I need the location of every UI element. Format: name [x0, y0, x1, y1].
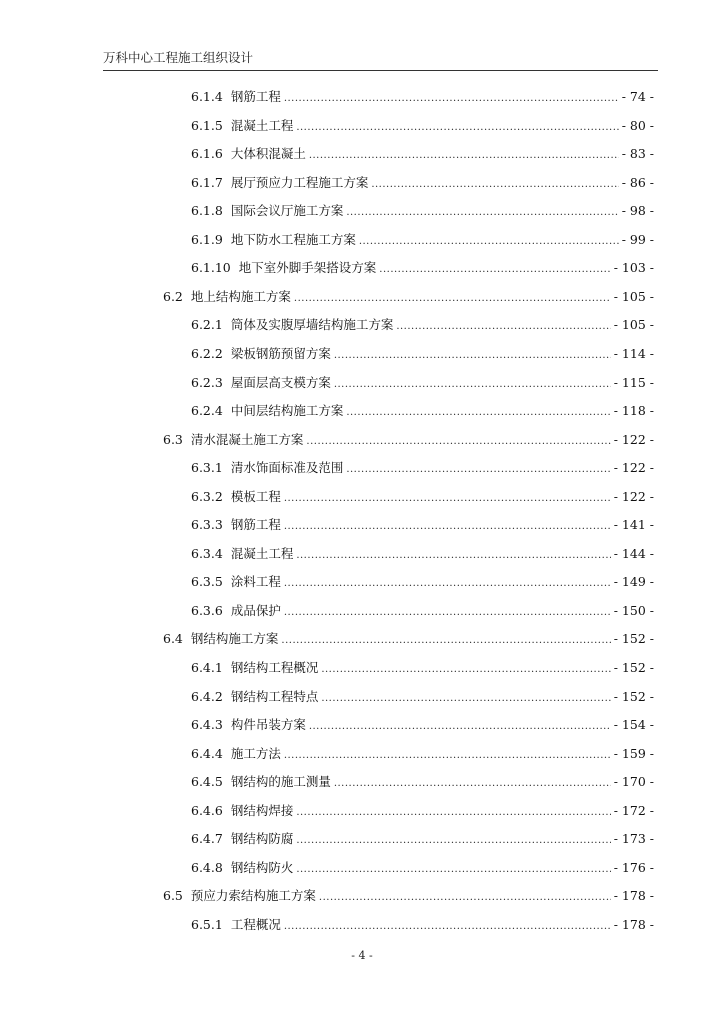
- toc-entry-title: 混凝土工程: [230, 117, 294, 133]
- toc-leader-dots: [284, 487, 611, 511]
- toc-entry-page: - 122 -: [613, 460, 654, 476]
- toc-entry-title: 钢结构工程概况: [230, 660, 319, 675]
- toc-entry-title: 国际会议厅施工方案: [230, 203, 344, 219]
- toc-entry-number: 6.3: [163, 431, 183, 447]
- toc-entry-page: - 86 -: [621, 174, 654, 190]
- toc-leader-dots: [379, 258, 610, 282]
- document-header-title: 万科中心工程施工组织设计: [103, 50, 254, 65]
- toc-entry-page: - 159 -: [613, 745, 654, 761]
- toc-entry-title: 施工方法: [230, 745, 281, 761]
- toc-leader-dots: [334, 344, 611, 368]
- toc-entry-number: 6.2.1: [191, 317, 223, 333]
- toc-entry-page: - 83 -: [621, 146, 654, 162]
- toc-leader-dots: [359, 230, 619, 254]
- toc-entry-title: 梁板钢筋预留方案: [230, 345, 331, 361]
- toc-entry-number: 6.3.3: [191, 517, 223, 533]
- toc-entry-title: 模板工程: [230, 488, 281, 504]
- toc-leader-dots: [296, 858, 610, 882]
- toc-entry-title: 展厅预应力工程施工方案: [230, 174, 369, 190]
- toc-entry[interactable]: [191, 542, 654, 566]
- toc-leader-dots: [296, 829, 610, 853]
- toc-leader-dots: [334, 772, 611, 796]
- toc-entry-number: 6.1.6: [191, 146, 223, 162]
- toc-leader-dots: [346, 458, 610, 482]
- toc-entry-number: 6.5: [163, 888, 183, 904]
- toc-entry-number: 6.3.1: [191, 460, 223, 476]
- toc-leader-dots: [371, 173, 618, 197]
- toc-entry[interactable]: [191, 199, 654, 223]
- toc-entry[interactable]: [191, 713, 654, 737]
- toc-entry-page: - 80 -: [621, 117, 654, 133]
- toc-entry-page: - 115 -: [613, 374, 654, 390]
- toc-entry[interactable]: [163, 285, 654, 309]
- toc-entry-title: 混凝土工程: [230, 545, 294, 561]
- toc-entry-number: 6.1.10: [191, 260, 231, 276]
- toc-entry-page: - 173 -: [613, 831, 654, 847]
- toc-entry-number: 6.2.2: [191, 345, 223, 361]
- toc-entry[interactable]: [191, 570, 654, 594]
- toc-entry-page: - 176 -: [613, 859, 654, 875]
- toc-entry[interactable]: [163, 428, 654, 452]
- toc-entry[interactable]: [191, 399, 654, 423]
- toc-leader-dots: [296, 801, 610, 825]
- toc-entry[interactable]: [191, 856, 654, 880]
- toc-entry[interactable]: [191, 656, 654, 680]
- toc-entry-page: - 149 -: [613, 574, 654, 590]
- toc-entry-page: - 122 -: [613, 431, 654, 447]
- toc-entry[interactable]: [191, 913, 654, 937]
- toc-entry-title: 清水饰面标准及范围: [230, 460, 344, 476]
- toc-entry-title: 大体积混凝土: [230, 146, 306, 162]
- toc-entry-number: 6.4.1: [191, 660, 223, 675]
- toc-entry-title: 筒体及实腹厚墙结构施工方案: [230, 317, 394, 333]
- toc-entry-title: 钢筋工程: [230, 517, 281, 533]
- toc-entry-title: 地下防水工程施工方案: [230, 231, 356, 247]
- toc-leader-dots: [284, 515, 611, 539]
- toc-entry-number: 6.1.5: [191, 117, 223, 133]
- toc-entry-page: - 103 -: [613, 260, 654, 276]
- toc-entry-page: - 74 -: [621, 89, 654, 104]
- toc-entry-page: - 152 -: [613, 631, 654, 647]
- toc-entry-page: - 150 -: [613, 602, 654, 618]
- toc-entry-number: 6.4.6: [191, 802, 223, 818]
- toc-entry-title: 清水混凝土施工方案: [190, 431, 304, 447]
- toc-entry[interactable]: [191, 599, 654, 623]
- toc-entry[interactable]: [191, 371, 654, 395]
- toc-entry-number: 6.3.5: [191, 574, 223, 590]
- toc-entry-number: 6.2: [163, 288, 183, 304]
- toc-entry[interactable]: [163, 627, 654, 651]
- toc-leader-dots: [284, 744, 611, 768]
- toc-entry-number: 6.5.1: [191, 916, 223, 932]
- toc-entry-number: 6.4.5: [191, 774, 223, 790]
- toc-entry[interactable]: [163, 884, 654, 908]
- toc-entry[interactable]: [191, 685, 654, 709]
- toc-entry[interactable]: [191, 827, 654, 851]
- toc-entry[interactable]: [191, 171, 654, 195]
- toc-entry-number: 6.3.2: [191, 488, 223, 504]
- toc-entry-page: - 105 -: [613, 288, 654, 304]
- toc-leader-dots: [334, 373, 611, 397]
- toc-entry-page: - 118 -: [613, 403, 654, 419]
- toc-entry-title: 钢结构防火: [230, 859, 294, 875]
- toc-entry-title: 钢结构的施工测量: [230, 774, 331, 790]
- toc-entry-number: 6.1.9: [191, 231, 223, 247]
- header-rule: [103, 70, 658, 71]
- toc-entry-number: 6.4: [163, 631, 183, 647]
- toc-entry-title: 钢结构防腐: [230, 831, 294, 847]
- toc-entry-title: 预应力索结构施工方案: [190, 888, 316, 904]
- toc-entry-page: - 178 -: [613, 916, 654, 932]
- toc-entry[interactable]: [191, 313, 654, 337]
- toc-entry-title: 钢筋工程: [230, 89, 281, 104]
- toc-entry-page: - 105 -: [613, 317, 654, 333]
- toc-entry-title: 地下室外脚手架搭设方案: [238, 260, 377, 276]
- toc-entry-page: - 172 -: [613, 802, 654, 818]
- toc-entry-title: 屋面层高支模方案: [230, 374, 331, 390]
- toc-leader-dots: [294, 287, 611, 311]
- toc-entry-title: 构件吊装方案: [230, 717, 306, 733]
- toc-entry-number: 6.1.7: [191, 174, 223, 190]
- toc-leader-dots: [284, 601, 611, 625]
- toc-entry-title: 成品保护: [230, 602, 281, 618]
- toc-leader-dots: [321, 687, 610, 711]
- toc-entry-title: 钢结构工程特点: [230, 688, 319, 704]
- toc-entry-number: 6.3.6: [191, 602, 223, 618]
- toc-leader-dots: [284, 572, 611, 596]
- toc-entry-page: - 122 -: [613, 488, 654, 504]
- toc-entry-number: 6.4.8: [191, 859, 223, 875]
- toc-entry-title: 钢结构焊接: [230, 802, 294, 818]
- toc-leader-dots: [296, 544, 610, 568]
- toc-entry-number: 6.1.8: [191, 203, 223, 219]
- toc-entry[interactable]: [191, 85, 654, 109]
- toc-leader-dots: [281, 629, 610, 653]
- toc-entry[interactable]: [191, 799, 654, 823]
- toc-entry-number: 6.4.7: [191, 831, 223, 847]
- toc-entry[interactable]: [191, 770, 654, 794]
- toc-entry-page: - 178 -: [613, 888, 654, 904]
- toc-entry-title: 钢结构施工方案: [190, 631, 279, 647]
- toc-entry-number: 6.4.4: [191, 745, 223, 761]
- toc-entry[interactable]: [191, 228, 654, 252]
- toc-entry-page: - 152 -: [613, 688, 654, 704]
- toc-entry-page: - 152 -: [613, 660, 654, 675]
- toc-entry[interactable]: [191, 342, 654, 366]
- toc-entry-number: 6.1.4: [191, 89, 223, 104]
- toc-entry[interactable]: [191, 513, 654, 537]
- toc-entry-title: 地上结构施工方案: [190, 288, 291, 304]
- toc-entry-page: - 114 -: [613, 345, 654, 361]
- toc-entry-number: 6.2.4: [191, 403, 223, 419]
- toc-entry-page: - 98 -: [621, 203, 654, 219]
- toc-entry-page: - 141 -: [613, 517, 654, 533]
- toc-entry-title: 中间层结构施工方案: [230, 403, 344, 419]
- toc-entry[interactable]: [191, 142, 654, 166]
- toc-leader-dots: [306, 430, 610, 454]
- toc-entry-title: 涂料工程: [230, 574, 281, 590]
- toc-entry[interactable]: [191, 456, 654, 480]
- toc-entry-number: 6.2.3: [191, 374, 223, 390]
- toc-leader-dots: [296, 116, 618, 140]
- toc-leader-dots: [309, 144, 619, 168]
- toc-leader-dots: [284, 915, 611, 939]
- toc-entry-number: 6.3.4: [191, 545, 223, 561]
- toc-entry-number: 6.4.2: [191, 688, 223, 704]
- toc-entry[interactable]: [191, 485, 654, 509]
- toc-leader-dots: [309, 715, 611, 739]
- toc-entry[interactable]: [191, 114, 654, 138]
- toc-leader-dots: [396, 315, 610, 339]
- toc-leader-dots: [319, 886, 611, 910]
- toc-entry-page: - 170 -: [613, 774, 654, 790]
- toc-leader-dots: [321, 658, 610, 682]
- toc-entry-page: - 154 -: [613, 717, 654, 733]
- toc-entry-title: 工程概况: [230, 916, 281, 932]
- toc-entry-number: 6.4.3: [191, 717, 223, 733]
- toc-leader-dots: [346, 401, 610, 425]
- toc-leader-dots: [284, 87, 619, 111]
- page-number: - 4 -: [351, 949, 373, 962]
- toc-leader-dots: [346, 201, 618, 225]
- toc-entry-page: - 144 -: [613, 545, 654, 561]
- toc-entry-page: - 99 -: [621, 231, 654, 247]
- toc-entry[interactable]: [191, 742, 654, 766]
- toc-entry[interactable]: [191, 256, 654, 280]
